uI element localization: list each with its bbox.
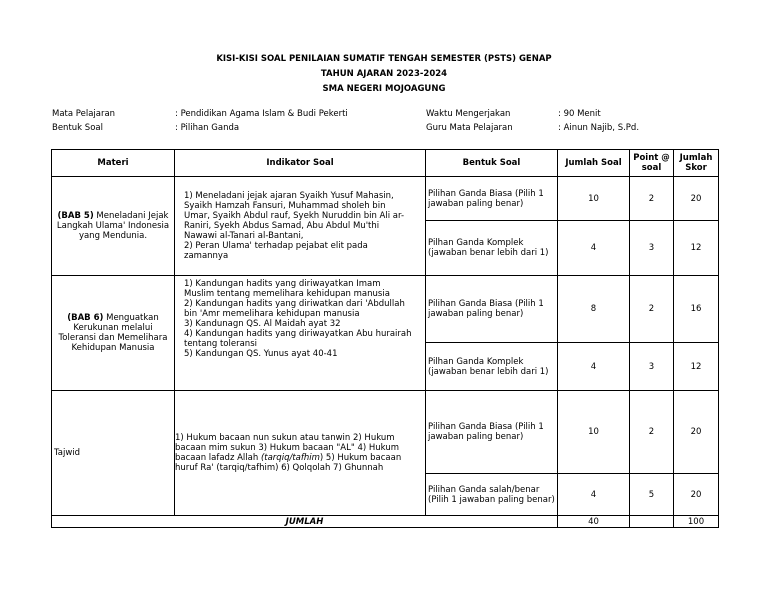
header-bentuk: Bentuk Soal	[426, 150, 558, 177]
total-jumlah: 40	[558, 516, 630, 528]
doc-title: KISI-KISI SOAL PENILAIAN SUMATIF TENGAH SEMESTER (PSTS) GENAP	[216, 54, 552, 64]
table-row	[52, 177, 719, 221]
indikator-cell: 1) Meneladani jejak ajaran Syaikh Yusuf Mahasin, Syaikh Hamzah Fansuri, Muhammad sholeh bin Umar, Syaikh Abdul rauf, Syekh Nuruddin bin Ali ar- Raniri, Syekh Abdus Samad, Abu Abdul Mu'thi Nawawi al-Tanari al-Bantani, 2) Peran Ulama' terhadap pejabat elit pada zamannya	[175, 177, 426, 276]
bab-label: (BAB 6)	[67, 313, 104, 323]
indikator-text-a: 1) Hukum bacaan nun sukun atau tanwin 2) Hukum bacaan mim sukun 3) Hukum bacaan "AL" 4) Hukum bacaan lafadz Allah	[175, 433, 399, 463]
indikator-cell: 1) Kandungan hadits yang diriwayatkan Imam Muslim tentang memelihara kehidupan manusia 2) Kandungan hadits yang diriwatkan dari 'Abdullah bin 'Amr memelihara kehidupan manusia 3) Kandunagn QS. Al Maidah ayat 32 4) Kandungan hadits yang diriwayatkan Abu hurairah tentang toleransi 5) Kandungan QS. Yunus ayat 40-41	[175, 276, 426, 391]
doc-school: SMA NEGERI MOJOAGUNG	[322, 84, 446, 94]
header-point: Point @ soal	[630, 150, 674, 177]
indikator-text-italic: (tarqiq/tafhim	[260, 453, 320, 463]
header-row	[52, 150, 719, 177]
total-label: JUMLAH	[52, 516, 558, 528]
skor-cell: 20	[674, 177, 719, 221]
materi-cell: Tajwid	[52, 391, 175, 516]
doc-year: TAHUN AJARAN 2023-2024	[320, 69, 448, 79]
kisi-kisi-table	[51, 149, 719, 528]
jumlah-cell: 4	[558, 343, 630, 391]
bentuk-cell: Pilihan Ganda salah/benar (Pilih 1 jawaban paling benar)	[426, 474, 558, 516]
materi-text: Menguatkan Kerukunan melalui Toleransi dan Memelihara Kehidupan Manusia	[58, 313, 168, 353]
point-cell: 2	[630, 276, 674, 343]
header-skor: Jumlah Skor	[674, 150, 719, 177]
total-row	[52, 516, 719, 528]
bentuk-cell: Pilihan Ganda Biasa (Pilih 1 jawaban paling benar)	[426, 177, 558, 221]
indikator-text-b: ) 5) Hukum bacaan huruf Ra' (tarqiq/tafhim) 6) Qolqolah 7) Ghunnah	[175, 453, 402, 473]
indikator-cell	[175, 391, 426, 516]
jumlah-cell: 10	[558, 177, 630, 221]
jumlah-cell: 4	[558, 474, 630, 516]
mapel-label: Mata Pelajaran	[52, 109, 116, 119]
point-cell: 3	[630, 343, 674, 391]
skor-cell: 20	[674, 474, 719, 516]
total-point	[630, 516, 674, 528]
point-cell: 2	[630, 177, 674, 221]
point-cell: 2	[630, 391, 674, 474]
materi-cell	[52, 177, 175, 276]
skor-cell: 16	[674, 276, 719, 343]
bentuk-value: : Pilihan Ganda	[175, 123, 240, 133]
bab-label: (BAB 5)	[57, 211, 94, 221]
table-row	[52, 391, 719, 474]
materi-text: Meneladani Jejak Langkah Ulama' Indonesia yang Mendunia.	[56, 211, 170, 241]
point-cell: 5	[630, 474, 674, 516]
table-row	[52, 276, 719, 343]
guru-label: Guru Mata Pelajaran	[426, 123, 513, 133]
bentuk-cell: Pilihan Ganda Biasa (Pilih 1 jawaban paling benar)	[426, 391, 558, 474]
point-cell: 3	[630, 221, 674, 276]
guru-value: : Ainun Najib, S.Pd.	[558, 123, 640, 133]
total-skor: 100	[674, 516, 719, 528]
waktu-label: Waktu Mengerjakan	[426, 109, 511, 119]
header-materi: Materi	[52, 150, 175, 177]
header-jumlah-soal: Jumlah Soal	[558, 150, 630, 177]
bentuk-cell: Pilhan Ganda Komplek (jawaban benar lebih dari 1)	[426, 221, 558, 276]
skor-cell: 12	[674, 343, 719, 391]
skor-cell: 20	[674, 391, 719, 474]
materi-cell	[52, 276, 175, 391]
bentuk-cell: Pilihan Ganda Biasa (Pilih 1 jawaban paling benar)	[426, 276, 558, 343]
jumlah-cell: 10	[558, 391, 630, 474]
header-indikator: Indikator Soal	[175, 150, 426, 177]
skor-cell: 12	[674, 221, 719, 276]
jumlah-cell: 8	[558, 276, 630, 343]
mapel-value: : Pendidikan Agama Islam & Budi Pekerti	[175, 109, 348, 119]
bentuk-cell: Pilhan Ganda Komplek (jawaban benar lebih dari 1)	[426, 343, 558, 391]
waktu-value: : 90 Menit	[558, 109, 601, 119]
jumlah-cell: 4	[558, 221, 630, 276]
bentuk-label: Bentuk Soal	[52, 123, 103, 133]
